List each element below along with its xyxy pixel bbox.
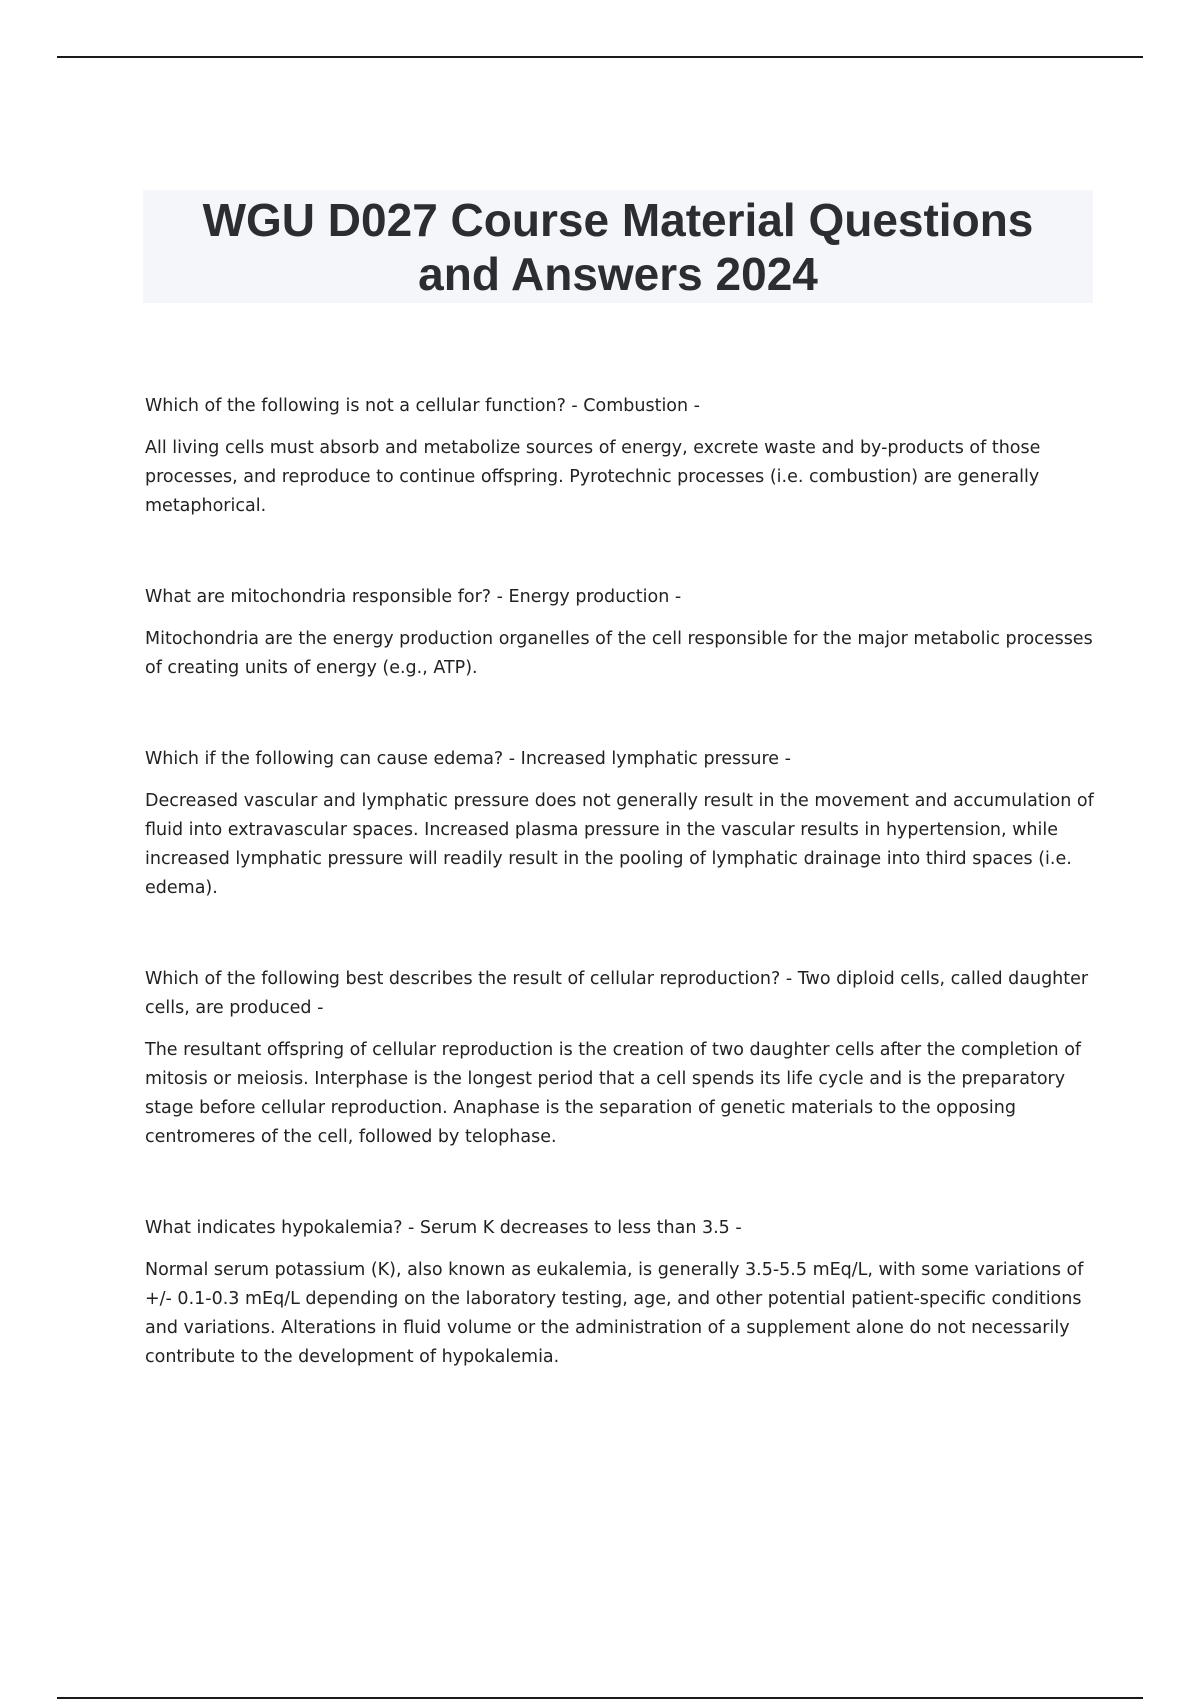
answer-text: Normal serum potassium (K), also known as eukalemia, is generally 3.5-5.5 mEq/L, with some variations of +/- 0.1-0.3 mEq/L depending on the laboratory testing, age, and other potential patient-specific conditions and variations. Alterations in fluid volume or the administration of a supplement alone do not necessarily contribute to the development of hypokalemia. xyxy=(145,1260,1084,1367)
question-text: Which of the following is not a cellular function? - Combustion - xyxy=(145,396,700,416)
answer-text: Mitochondria are the energy production organelles of the cell responsible for the major metabolic processes of creating units of energy (e.g., ATP). xyxy=(145,629,1093,678)
footer-rule xyxy=(57,1697,1143,1699)
qa-item xyxy=(145,1214,1095,1372)
qa-list xyxy=(145,392,1095,1434)
answer-text: The resultant offspring of cellular reproduction is the creation of two daughter cells after the completion of mitosis or meiosis. Interphase is the longest period that a cell spends its life cycle and is the preparatory stage before cellular reproduction. Anaphase is the separation of genetic materials to the opposing centromeres of the cell, followed by telophase. xyxy=(145,1040,1082,1147)
qa-item xyxy=(145,583,1095,683)
answer-text: Decreased vascular and lymphatic pressure does not generally result in the movement and accumulation of fluid into extravascular spaces. Increased plasma pressure in the vascular results in hypertension, while increased lymphatic pressure will readily result in the pooling of lymphatic drainage into third spaces (i.e. edema). xyxy=(145,791,1094,898)
question-text: What are mitochondria responsible for? - Energy production - xyxy=(145,587,682,607)
qa-item xyxy=(145,392,1095,521)
answer-text: All living cells must absorb and metabolize sources of energy, excrete waste and by-products of those processes, and reproduce to continue offspring. Pyrotechnic processes (i.e. combustion) are generally metaphorical. xyxy=(145,438,1041,516)
page-title: WGU D027 Course Material Questions and Answers 2024 xyxy=(202,193,1034,300)
question-text: Which of the following best describes the result of cellular reproduction? - Two diploid cells, called daughter cells, are produced - xyxy=(145,969,1089,1018)
question-text: Which if the following can cause edema? - Increased lymphatic pressure - xyxy=(145,749,791,769)
question-text: What indicates hypokalemia? - Serum K decreases to less than 3.5 - xyxy=(145,1218,742,1238)
title-banner xyxy=(143,190,1093,303)
qa-item xyxy=(145,965,1095,1152)
header-rule xyxy=(57,56,1143,58)
qa-item xyxy=(145,745,1095,903)
